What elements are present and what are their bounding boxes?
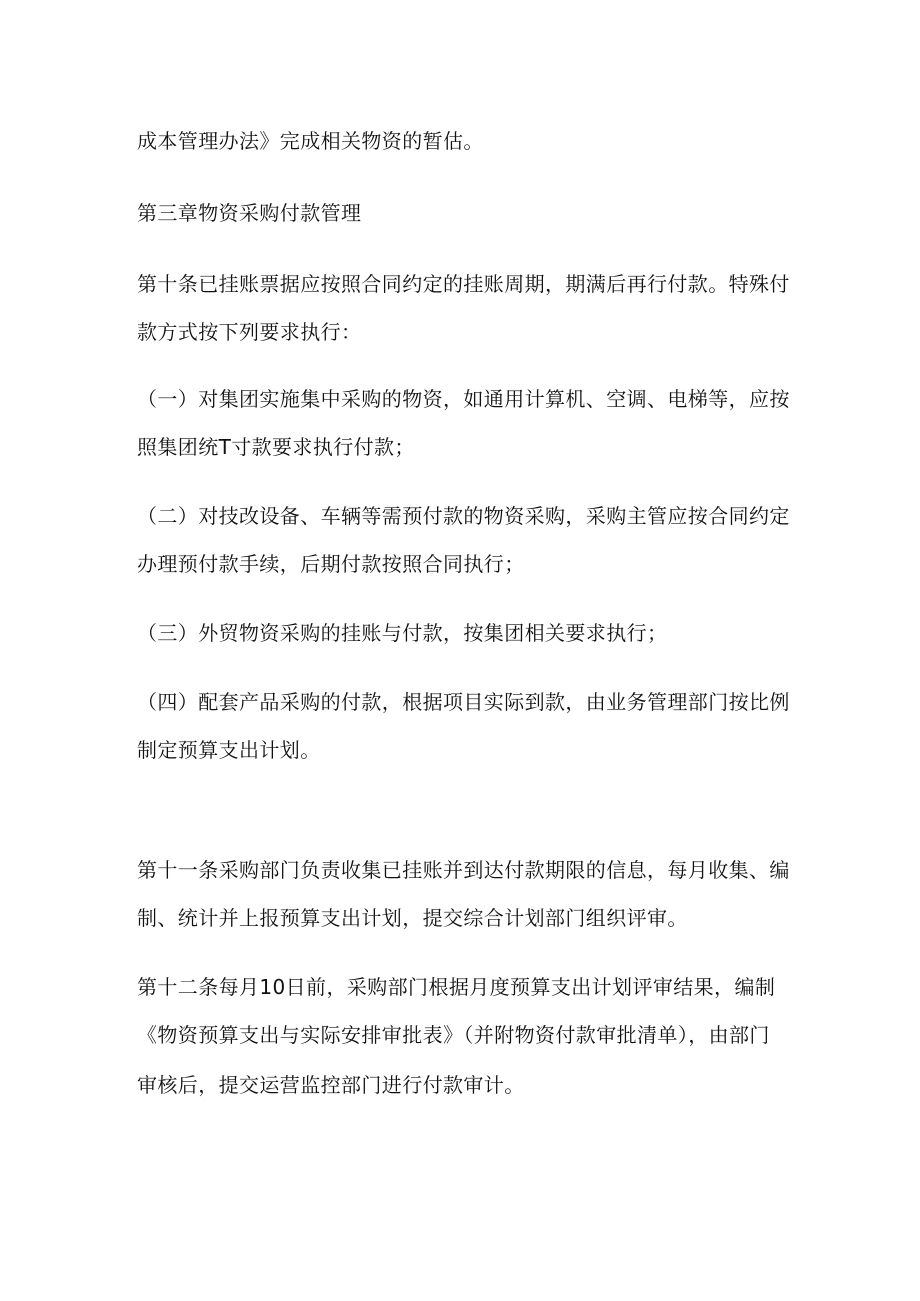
article-12-line-2: 《物资预算支出与实际安排审批表》（并附物资付款审批清单），由部门 <box>137 1023 770 1047</box>
item-2-line-1: （二）对技改设备、车辆等需预付款的物资采购，采购主管应按合同约定 <box>137 504 790 528</box>
item-2-line-2: 办理预付款手续，后期付款按照合同执行； <box>137 552 525 576</box>
paragraph-cost-management-line-1: 成本管理办法》完成相关物资的暂估。 <box>137 129 484 153</box>
article-10-line-2: 款方式按下列要求执行： <box>137 320 362 344</box>
item-4-line-2: 制定预算支出计划。 <box>137 738 321 762</box>
article-10-line-1: 第十条已挂账票据应按照合同约定的挂账周期，期满后再行付款。特殊付 <box>137 272 790 296</box>
item-1-line-1: （一）对集团实施集中采购的物资，如通用计算机、空调、电梯等，应按 <box>137 387 790 411</box>
item-4-line-1: （四）配套产品采购的付款，根据项目实际到款，由业务管理部门按比例 <box>137 690 790 714</box>
item-1-line-2: 照集团统T寸款要求执行付款； <box>137 435 415 459</box>
article-12-line-3: 审核后，提交运营监控部门进行付款审计。 <box>137 1073 525 1097</box>
chapter-3-heading: 第三章物资采购付款管理 <box>137 201 362 225</box>
article-12-line-1: 第十二条每月10日前，采购部门根据月度预算支出计划评审结果，编制 <box>137 975 776 999</box>
item-3-line-1: （三）外贸物资采购的挂账与付款，按集团相关要求执行； <box>137 621 668 645</box>
article-11-line-1: 第十一条采购部门负责收集已挂账并到达付款期限的信息，每月收集、编 <box>137 858 790 882</box>
article-11-line-2: 制、统计并上报预算支出计划，提交综合计划部门组织评审。 <box>137 906 688 930</box>
